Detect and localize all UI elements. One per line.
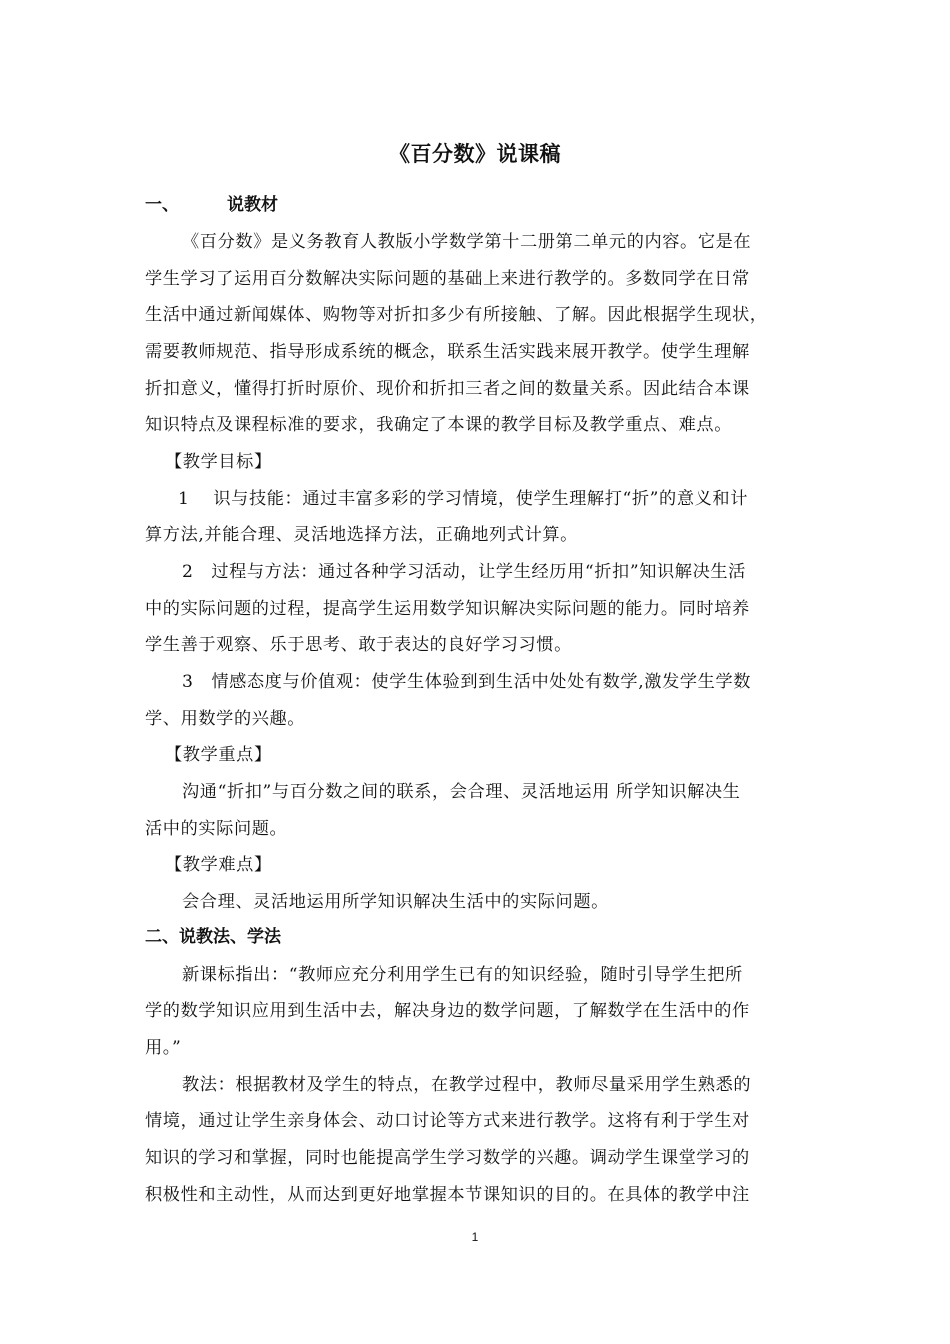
paragraph-line: 1 识与技能：通过丰富多彩的学习情境，使学生理解打“折”的意义和计 xyxy=(178,489,748,509)
page-title: 《百分数》说课稿 xyxy=(389,142,561,166)
paragraph-line: 教法：根据教材及学生的特点，在教学过程中，教师尽量采用学生熟悉的 xyxy=(182,1075,752,1095)
paragraph-line: 算方法,并能合理、灵活地选择方法，正确地列式计算。 xyxy=(145,525,578,545)
paragraph-line: 生活中通过新闻媒体、购物等对折扣多少有所接触、了解。因此根据学生现状， xyxy=(145,305,768,325)
paragraph-line: 需要教师规范、指导形成系统的概念，联系生活实践来展开教学。使学生理解 xyxy=(145,342,750,362)
section-heading-1 xyxy=(145,190,278,215)
paragraph-line: 学生学习了运用百分数解决实际问题的基础上来进行教学的。多数同学在日常 xyxy=(145,269,750,289)
paragraph-line: 3 情感态度与价值观：使学生体验到到生活中处处有数学,激发学生学数 xyxy=(182,672,752,692)
paragraph-line: 会合理、灵活地运用所学知识解决生活中的实际问题。 xyxy=(182,892,609,912)
paragraph-line: 新课标指出：“教师应充分利用学生已有的知识经验，随时引导学生把所 xyxy=(182,965,743,985)
paragraph-line: 知识特点及课程标准的要求，我确定了本课的教学目标及教学重点、难点。 xyxy=(145,415,732,435)
section-heading-2: 二、说教法、学法 xyxy=(145,927,281,947)
paragraph-line: 学、用数学的兴趣。 xyxy=(145,709,306,729)
paragraph-line: 积极性和主动性，从而达到更好地掌握本节课知识的目的。在具体的教学中注 xyxy=(145,1185,750,1205)
paragraph-line: 《百分数》是义务教育人教版小学数学第十二册第二单元的内容。它是在 xyxy=(182,232,752,252)
paragraph-line: 学生善于观察、乐于思考、敢于表达的良好学习习惯。 xyxy=(145,635,572,655)
section-number: 一、 xyxy=(145,195,179,215)
paragraph-line: 知识的学习和掌握，同时也能提高学生学习数学的兴趣。调动学生课堂学习的 xyxy=(145,1148,750,1168)
paragraph-line: 活中的实际问题。 xyxy=(145,819,288,839)
paragraph-line: 学的数学知识应用到生活中去，解决身边的数学问题，了解数学在生活中的作 xyxy=(145,1001,750,1021)
section-label: 说教材 xyxy=(227,195,278,215)
key-heading: 【教学重点】 xyxy=(165,745,272,765)
paragraph-line: 2 过程与方法：通过各种学习活动，让学生经历用“折扣”知识解决生活 xyxy=(182,562,746,582)
paragraph-line: 情境，通过让学生亲身体会、动口讨论等方式来进行教学。这将有利于学生对 xyxy=(145,1111,750,1131)
paragraph-line: 沟通“折扣”与百分数之间的联系，会合理、灵活地运用 所学知识解决生 xyxy=(182,782,741,802)
difficulty-heading: 【教学难点】 xyxy=(165,855,272,875)
paragraph-line: 用。” xyxy=(145,1038,182,1058)
paragraph-line: 中的实际问题的过程，提高学生运用数学知识解决实际问题的能力。同时培养 xyxy=(145,599,750,619)
goals-heading: 【教学目标】 xyxy=(165,452,272,472)
paragraph-line: 折扣意义，懂得打折时原价、现价和折扣三者之间的数量关系。因此结合本课 xyxy=(145,379,750,399)
page-number: 1 xyxy=(471,1230,479,1244)
